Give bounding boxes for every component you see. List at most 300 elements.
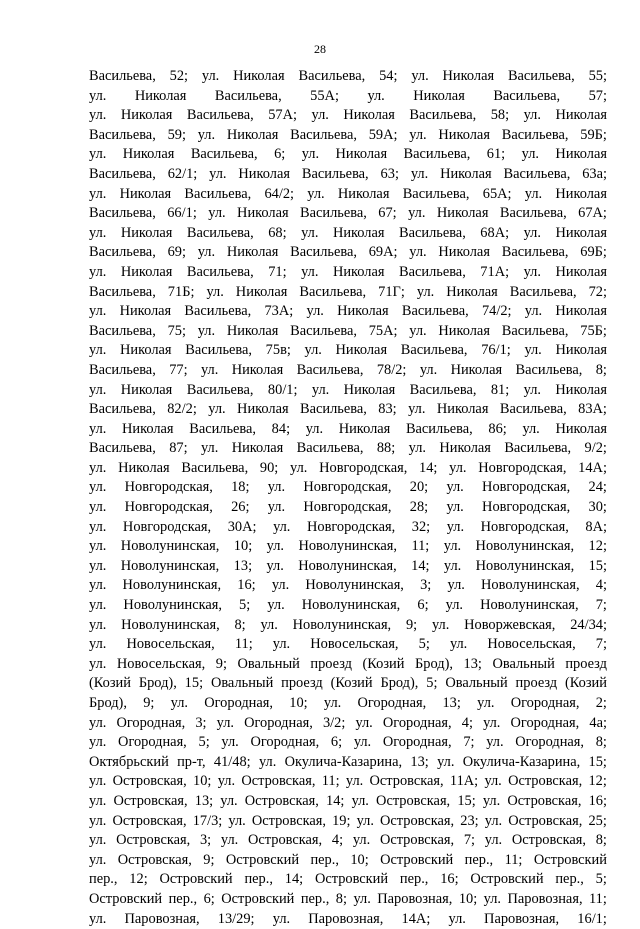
word: ул. [482, 792, 501, 809]
word: Николая [119, 303, 172, 320]
word: ул. [89, 812, 107, 829]
word: 8; [595, 832, 607, 849]
word: 14А; [401, 910, 431, 927]
word: Островская, [116, 832, 191, 849]
word: 15; [184, 675, 204, 692]
word: ул. [267, 479, 286, 496]
word: 82/2; [167, 401, 197, 418]
word: ул. [290, 459, 308, 476]
word: ул. [311, 381, 330, 398]
word: Островская, [248, 832, 323, 849]
text-line [89, 792, 607, 812]
word: 87; [169, 440, 188, 457]
word: ул. [89, 636, 107, 653]
word: 9; [405, 616, 418, 633]
word: Васильева, [189, 420, 257, 437]
word: ул. [431, 616, 450, 633]
word: Николая [120, 381, 173, 398]
word: ул. [89, 597, 107, 614]
word: Новолунинская, [480, 597, 579, 614]
word: 55; [588, 68, 607, 84]
word: 12; [588, 773, 607, 790]
word: Новолунинская, [475, 557, 575, 574]
word: Огородная, [382, 714, 452, 731]
word: Васильева, [89, 283, 156, 300]
word: Васильева, [89, 165, 156, 182]
word: ул. [258, 753, 277, 770]
text-line [89, 753, 607, 773]
word: 76/1; [481, 342, 511, 359]
word: Николая [555, 263, 607, 280]
word: ул. [524, 185, 543, 202]
word: 71А; [480, 263, 510, 280]
word: Васильева, [409, 381, 477, 398]
word: 3; [420, 577, 432, 594]
word: Николая [450, 361, 503, 378]
word: проезд [281, 675, 323, 692]
word: Новолунинская, [475, 538, 575, 555]
word: 80/1; [267, 381, 298, 398]
word: ул. [356, 812, 374, 829]
word: Николая [436, 401, 489, 418]
word: ул. [301, 146, 320, 163]
word: 8; [595, 361, 607, 378]
word: Николая [343, 381, 396, 398]
word: 10; [289, 695, 308, 711]
word: 72; [588, 283, 607, 300]
text-line [89, 459, 607, 479]
word: ул. [353, 890, 371, 907]
word: Новолунинская, [292, 616, 392, 633]
word: 32; [411, 518, 431, 535]
word: ул. [355, 714, 373, 731]
word: ул. [89, 577, 107, 594]
text-line [89, 381, 607, 401]
word: Николая [238, 165, 290, 182]
text-line [89, 772, 607, 792]
word: ул. [523, 381, 541, 398]
word: ул. [305, 420, 324, 437]
word: Николая [335, 342, 388, 359]
word: ул. [89, 303, 107, 320]
word: Островский [470, 871, 544, 888]
word: ул. [523, 263, 541, 280]
word: 13; [463, 655, 482, 672]
word: Огородная, [116, 714, 186, 731]
word: Новолунинская, [122, 577, 222, 594]
word: ул. [445, 597, 463, 614]
word: Новгородская, [478, 459, 567, 476]
word: 68А; [480, 224, 510, 241]
word: Огородная, [382, 734, 452, 751]
word: ул. [446, 499, 464, 516]
word: Николая [120, 263, 173, 280]
word: 28; [409, 499, 429, 516]
text-line [89, 439, 607, 459]
word: 59; [167, 126, 186, 143]
word: ул. [353, 734, 372, 751]
word: 71; [268, 263, 287, 280]
word: ул. [267, 597, 285, 614]
word: Новосельская, [126, 636, 215, 653]
word: 83А; [578, 401, 607, 418]
word: Николая [436, 205, 489, 222]
word: Паровозная, [507, 890, 583, 907]
word: Николая [555, 420, 607, 437]
word: 16/1; [577, 910, 607, 927]
word: 11; [589, 890, 607, 907]
word: ул. [89, 538, 107, 555]
word: 10; [458, 890, 478, 907]
word: ул. [271, 577, 290, 594]
word: Васильева, [501, 322, 569, 339]
word: Новгородская, [482, 499, 571, 516]
text-line [89, 537, 607, 557]
word: 63а; [582, 165, 607, 182]
text-line [89, 224, 607, 244]
word: ул. [209, 165, 227, 182]
word: Новолунинская, [298, 557, 397, 574]
word: (Козий [565, 675, 607, 692]
word: ул. [304, 342, 322, 359]
word: Васильева, [186, 263, 254, 280]
word: 62/1; [167, 165, 198, 182]
word: Огородная, [250, 734, 320, 751]
word: ул. [220, 832, 239, 849]
word: 67; [378, 205, 397, 222]
word: Паровозная, [308, 910, 384, 927]
word: Николая [120, 342, 172, 359]
word: ул. [410, 165, 429, 182]
text-line [89, 263, 607, 283]
word: 75; [167, 322, 186, 339]
word: ул. [89, 499, 107, 516]
word: пер., [168, 890, 198, 907]
word: Новосельская, [116, 655, 206, 672]
word: 59Б; [580, 126, 607, 143]
word: 68; [268, 224, 287, 241]
word: 88; [376, 440, 396, 457]
word: 10; [233, 538, 253, 555]
word: ул. [266, 538, 284, 555]
word: 15; [457, 792, 476, 809]
page-number: 28 [314, 42, 326, 56]
word: 3; [199, 832, 212, 849]
word: Николая [439, 440, 491, 457]
word: 13; [233, 557, 253, 574]
word: Окулича-Казарина, [462, 753, 581, 770]
word: Новгородская, [319, 459, 408, 476]
text-line [89, 283, 607, 303]
word: Васильева, [290, 244, 357, 261]
word: 14А; [578, 459, 607, 476]
word: Николая [338, 420, 391, 437]
word: Новгородская, [480, 518, 569, 535]
word: Николая [446, 283, 498, 300]
word: 5; [418, 636, 430, 653]
word: ул. [323, 695, 342, 711]
word: 17/3; [192, 812, 223, 829]
word: 86; [488, 420, 507, 437]
word: Николая [120, 107, 173, 124]
word: 13/29; [217, 910, 255, 927]
word: 4; [595, 577, 607, 594]
word: пер., [244, 871, 273, 888]
word: пер., [555, 871, 584, 888]
word: ул. [89, 107, 107, 124]
text-line [89, 361, 607, 381]
word: Овальный [492, 655, 555, 672]
word: Новгородская, [306, 518, 396, 535]
word: Николая [226, 244, 279, 261]
word: 71Б; [167, 283, 195, 300]
word: ул. [521, 146, 539, 163]
text-line [89, 831, 607, 851]
word: Васильева, [89, 126, 156, 143]
word: ул. [89, 342, 107, 359]
word: 75Б; [580, 322, 607, 339]
word: Новолунинская, [121, 616, 220, 633]
word: Брод), [89, 695, 127, 711]
word: Новолунинская, [301, 597, 401, 614]
word: ул. [266, 557, 284, 574]
text-line [89, 616, 607, 636]
word: 8; [595, 734, 607, 751]
word: Николая [555, 342, 607, 359]
word: 57; [588, 87, 607, 104]
word: 83; [378, 401, 397, 418]
word: 8; [335, 890, 347, 907]
word: Васильева, [503, 165, 571, 182]
word: Васильева, [185, 342, 253, 359]
word: 14; [326, 792, 345, 809]
word: 14; [411, 557, 430, 574]
word: Васильева, [405, 420, 473, 437]
word: Васильева, [409, 107, 477, 124]
word: Островская, [380, 812, 455, 829]
word: пр-т, [177, 753, 206, 770]
word: Васильева, [89, 244, 156, 261]
word: 5; [198, 734, 210, 751]
word: 5; [239, 597, 251, 614]
word: Огородная, [515, 734, 585, 751]
text-line [89, 812, 607, 832]
word: Огородная, [510, 714, 580, 731]
text-line [89, 596, 607, 616]
word: 3; [195, 714, 207, 731]
word: Николая [237, 401, 289, 418]
word: ул. [89, 263, 107, 280]
word: Николая [235, 283, 288, 300]
text-line [89, 890, 607, 910]
word: (Козий [89, 675, 131, 692]
word: Новгородская, [482, 479, 571, 496]
word: Огородная, [357, 695, 427, 711]
word: ул. [228, 812, 246, 829]
word: 63; [380, 165, 399, 182]
word: ул. [367, 87, 385, 104]
word: ул. [220, 792, 238, 809]
word: ул. [447, 577, 465, 594]
word: Васильева, [507, 68, 575, 84]
word: ул. [311, 107, 329, 124]
word: Овальный [445, 675, 508, 692]
word: 59А; [368, 126, 398, 143]
word: Николая [122, 420, 174, 437]
word: 67А; [578, 205, 607, 222]
word: пер., [310, 851, 339, 868]
word: 25; [588, 812, 607, 829]
word: Васильева, [399, 263, 466, 280]
word: ул. [449, 459, 467, 476]
word: Овальный [237, 655, 300, 672]
word: 11А; [449, 773, 479, 790]
word: Васильева, [296, 361, 364, 378]
word: ул. [448, 910, 466, 927]
word: Островская, [117, 851, 192, 868]
word: Николая [438, 126, 490, 143]
word: ул. [523, 224, 541, 241]
word: ул. [89, 518, 107, 535]
word: Николая [120, 224, 173, 241]
word: Николая [134, 87, 187, 104]
word: Васильева, [89, 440, 156, 457]
word: ул. [301, 224, 319, 241]
word: 71Г; [378, 283, 405, 300]
word: Островская, [251, 812, 326, 829]
word: 24; [588, 479, 607, 496]
word: (Козий [362, 655, 405, 672]
word: пер., [464, 851, 494, 868]
word: 55А; [310, 87, 339, 104]
word: Островская, [508, 773, 583, 790]
word: ул. [89, 773, 107, 790]
word: ул. [89, 479, 107, 496]
word: Островский [89, 890, 163, 907]
word: ул. [443, 557, 462, 574]
word: 8А; [585, 518, 607, 535]
word: Островский [225, 851, 300, 868]
word: 4а; [589, 714, 607, 731]
word: Островская, [244, 792, 319, 809]
word: Новгородская, [124, 499, 213, 516]
word: Васильева, [301, 165, 369, 182]
word: Васильева, [214, 87, 282, 104]
word: 30; [588, 499, 607, 516]
word: 84; [271, 420, 291, 437]
word: ул. [484, 812, 503, 829]
word: ул. [486, 734, 504, 751]
word: Николая [119, 185, 172, 202]
word: 15; [588, 753, 607, 770]
word: 23; [460, 812, 479, 829]
word: ул. [89, 420, 107, 437]
word: Васильева, [181, 459, 249, 476]
word: 6; [274, 146, 286, 163]
word: Николая [555, 185, 607, 202]
word: 75в; [265, 342, 291, 359]
word: Огородная, [118, 734, 187, 751]
word: Островская, [507, 792, 582, 809]
word: ул. [477, 695, 495, 711]
word: ул. [437, 753, 455, 770]
word: Николая [231, 361, 284, 378]
word: Васильева, [499, 205, 567, 222]
word: ул. [221, 734, 239, 751]
text-line [89, 498, 607, 518]
word: 11; [234, 636, 253, 653]
text-line [89, 910, 607, 929]
word: ул. [307, 185, 325, 202]
word: Васильева, [401, 303, 469, 320]
word: 78/2; [376, 361, 407, 378]
word: Васильева, [403, 146, 471, 163]
word: ул. [409, 126, 427, 143]
word: Брод), [415, 655, 453, 672]
word: Васильева, [89, 322, 156, 339]
word: Васильева, [290, 126, 357, 143]
word: ул. [419, 361, 438, 378]
word: Николая [442, 68, 495, 84]
word: 26; [231, 499, 250, 516]
word: Огородная, [510, 695, 580, 711]
word: пер., [300, 890, 330, 907]
word: пер., [89, 871, 118, 888]
word: Николая [231, 440, 284, 457]
word: 19; [332, 812, 351, 829]
word: Новолунинская, [123, 597, 222, 614]
word: 10; [350, 851, 369, 868]
word: Островская, [376, 792, 451, 809]
word: Васильева, [186, 381, 254, 398]
word: 74/2; [481, 303, 512, 320]
word: 3/2; [322, 714, 346, 731]
word: Островская, [511, 832, 586, 849]
word: Новгородская, [303, 499, 392, 516]
word: 64/2; [264, 185, 295, 202]
word: ул. [89, 851, 107, 868]
text-line [89, 557, 607, 577]
word: ул. [272, 910, 291, 927]
word: 9; [143, 695, 155, 711]
word: ул. [260, 616, 278, 633]
word: Новгородская, [122, 518, 212, 535]
word: Островский [159, 871, 233, 888]
word: Васильева, [89, 205, 156, 222]
word: ул. [206, 283, 224, 300]
text-line [89, 67, 607, 87]
word: (Козий [330, 675, 373, 692]
word: ул. [208, 205, 226, 222]
word: ул. [449, 636, 468, 653]
word: 9; [215, 655, 227, 672]
word: Николая [226, 322, 279, 339]
word: Николая [440, 165, 492, 182]
word: Васильева, [190, 146, 258, 163]
text-line [89, 106, 607, 126]
word: Васильева, [300, 401, 367, 418]
word: ул. [217, 773, 236, 790]
word: ул. [408, 440, 426, 457]
word: 5; [426, 675, 438, 692]
word: Новоржевская, [464, 616, 556, 633]
word: ул. [272, 636, 291, 653]
word: 13; [410, 753, 429, 770]
word: ул. [301, 263, 319, 280]
word: Васильева, [501, 126, 569, 143]
word: Васильева, [299, 283, 367, 300]
word: ул. [208, 401, 226, 418]
